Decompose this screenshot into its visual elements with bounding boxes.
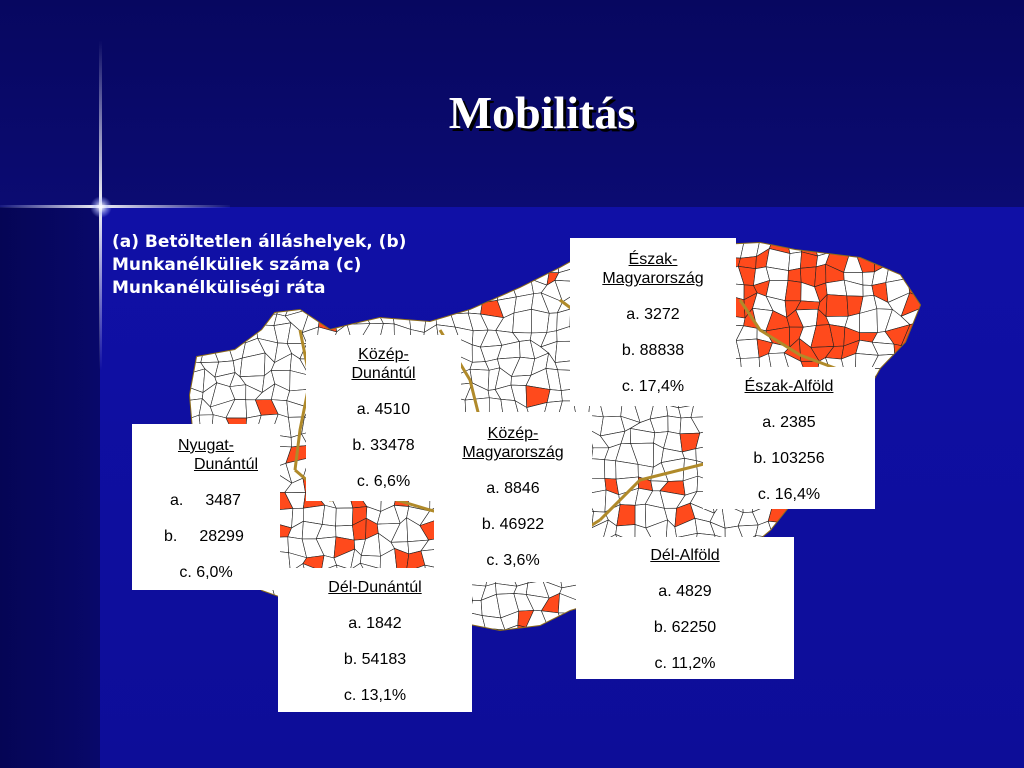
map-cell-highlighted: [617, 505, 635, 526]
subtitle-line: (a) Betöltetlen álláshelyek, (b): [112, 232, 407, 252]
map-cell: [886, 450, 904, 462]
value-c: c. 3,6%: [486, 552, 540, 569]
map-cell: [803, 609, 818, 630]
map-cell: [483, 236, 502, 257]
region-name: Magyarország: [602, 270, 704, 287]
map-cell: [889, 249, 909, 266]
map-cell: [892, 587, 908, 597]
map-cell: [213, 629, 230, 642]
map-cell: [555, 631, 576, 648]
value-b: b. 62250: [653, 619, 717, 636]
map-cell: [485, 265, 501, 281]
map-cell-highlighted: [815, 520, 831, 540]
map-cell: [814, 623, 830, 644]
map-cell: [211, 326, 233, 344]
map-cell: [901, 450, 923, 465]
map-cell: [901, 631, 924, 646]
map-cell: [668, 416, 681, 434]
map-cell: [845, 628, 865, 642]
map-cell: [920, 539, 937, 555]
map-cell-highlighted: [917, 265, 930, 282]
map-cell-highlighted: [213, 598, 234, 616]
map-cell-highlighted: [923, 460, 937, 479]
map-cell: [841, 600, 863, 618]
map-cell: [231, 311, 249, 327]
map-cell-highlighted: [856, 615, 879, 627]
map-cell: [558, 613, 577, 632]
map-cell: [450, 295, 471, 314]
value-a: a. 4829: [658, 583, 712, 600]
value-b: b. 54183: [343, 651, 407, 668]
map-cell: [465, 278, 486, 302]
map-cell: [230, 626, 246, 643]
map-cell-highlighted: [526, 626, 548, 642]
map-cell: [469, 256, 485, 266]
value-a-label: a.: [170, 492, 184, 509]
map-cell: [915, 360, 935, 375]
map-cell: [915, 338, 933, 361]
map-cell: [181, 310, 199, 332]
map-cell: [922, 600, 938, 613]
map-cell: [871, 563, 892, 586]
value-a: [132, 491, 280, 510]
map-cell: [885, 385, 903, 403]
map-cell: [905, 594, 923, 613]
map-cell-highlighted: [917, 389, 936, 407]
map-cell: [885, 494, 902, 511]
map-cell-highlighted: [798, 584, 818, 602]
map-cell: [889, 536, 908, 553]
map-cell: [831, 581, 847, 601]
map-cell: [845, 616, 862, 629]
map-cell: [846, 536, 863, 557]
map-cell: [181, 326, 205, 346]
map-cell: [894, 354, 903, 370]
value-c: c. 6,6%: [356, 473, 411, 490]
map-cell: [240, 609, 261, 632]
map-cell: [902, 478, 925, 497]
map-cell: [917, 504, 931, 528]
map-cell: [825, 627, 847, 643]
map-cell-highlighted: [907, 250, 917, 267]
map-cell: [918, 373, 936, 390]
map-cell: [917, 563, 933, 586]
map-cell: [879, 385, 889, 401]
map-cell: [917, 401, 932, 423]
map-cell: [917, 552, 935, 566]
map-cell: [916, 308, 938, 323]
map-cell: [856, 627, 879, 642]
map-cell: [496, 242, 513, 254]
map-cell: [890, 565, 909, 587]
map-cell: [825, 524, 847, 543]
region-box-del-alfold: [576, 537, 794, 679]
region-name: Dunántúl: [351, 365, 416, 382]
map-cell: [376, 299, 393, 313]
map-cell-highlighted: [905, 586, 922, 599]
map-cell: [590, 459, 605, 479]
map-cell: [846, 549, 862, 573]
map-cell: [199, 328, 215, 346]
map-cell: [450, 236, 470, 255]
value-c: c. 13,1%: [343, 687, 407, 704]
map-cell: [918, 612, 940, 633]
region-name: Észak-Alföld: [744, 378, 834, 395]
map-cell: [872, 597, 894, 618]
map-cell: [543, 626, 565, 648]
map-cell: [440, 286, 456, 303]
map-cell: [180, 612, 202, 631]
map-cell: [261, 597, 278, 618]
map-cell: [901, 370, 923, 390]
value-a: a. 4510: [356, 401, 411, 418]
map-cell: [812, 534, 834, 558]
region-name: Észak-: [628, 251, 678, 268]
map-cell: [197, 610, 219, 629]
map-cell: [228, 324, 246, 344]
map-cell-highlighted: [830, 240, 849, 255]
map-cell: [498, 265, 517, 288]
map-cell: [918, 281, 938, 303]
map-cell: [198, 315, 215, 332]
map-cell: [843, 237, 856, 256]
map-cell: [825, 618, 849, 629]
map-cell: [799, 549, 815, 571]
map-cell: [872, 585, 894, 597]
map-cell: [336, 508, 353, 526]
map-cell: [876, 398, 892, 416]
map-cell: [858, 521, 878, 536]
map-cell: [811, 611, 835, 627]
map-cell-highlighted: [901, 458, 925, 479]
map-cell: [920, 524, 937, 541]
map-cell: [225, 300, 248, 316]
map-cell: [180, 629, 199, 644]
value-c: c. 17,4%: [621, 378, 685, 395]
value-b-number: 28299: [199, 528, 244, 545]
map-cell: [871, 553, 889, 571]
map-cell: [916, 430, 938, 453]
map-cell: [889, 553, 908, 571]
map-cell: [831, 571, 847, 581]
map-cell: [908, 265, 919, 280]
value-c: c. 11,2%: [654, 655, 716, 672]
value-a: a. 2385: [762, 414, 816, 431]
map-cell: [841, 581, 863, 601]
value-b: b. 103256: [753, 450, 825, 467]
map-cell: [256, 625, 278, 643]
value-c: c. 16,4%: [757, 486, 821, 503]
map-cell: [197, 629, 219, 644]
value-b: [132, 527, 280, 546]
map-cell: [920, 473, 940, 497]
map-cell: [547, 390, 562, 403]
map-cell: [890, 594, 905, 618]
map-cell: [846, 567, 860, 582]
map-cell: [451, 263, 474, 287]
map-cell: [450, 281, 471, 303]
map-cell: [871, 626, 889, 639]
map-cell: [886, 458, 902, 478]
region-name: Dél-Dunántúl: [328, 579, 422, 596]
subtitle-line: Munkanélküliségi ráta: [112, 278, 326, 298]
value-b: b. 88838: [621, 342, 685, 359]
region-box-nyugat-dunantul: [132, 424, 280, 590]
region-name: Dunántúl: [193, 456, 259, 473]
region-box-kozep-magyarorszag: [434, 412, 592, 582]
map-cell: [214, 299, 230, 317]
map-cell-highlighted: [862, 597, 875, 616]
map-cell: [887, 626, 905, 644]
map-cell: [889, 369, 903, 387]
map-cell: [919, 583, 938, 600]
map-cell: [240, 626, 264, 643]
map-cell-highlighted: [888, 508, 900, 527]
map-cell-highlighted: [788, 268, 801, 282]
map-cell: [195, 298, 216, 316]
slide-title: Mobilitás: [448, 87, 636, 138]
map-cell-highlighted: [826, 295, 848, 317]
map-cell: [919, 451, 936, 465]
map-cell: [512, 235, 529, 257]
map-cell: [860, 555, 871, 567]
map-cell: [227, 613, 245, 632]
map-cell: [876, 521, 895, 536]
map-cell: [876, 414, 893, 436]
map-cell: [216, 311, 233, 328]
map-cell: [918, 296, 938, 314]
map-cell: [812, 571, 834, 587]
value-a-number: 3487: [205, 492, 241, 509]
map-cell: [900, 527, 921, 542]
value-b-label: b.: [164, 528, 178, 545]
map-cell: [483, 254, 502, 265]
map-cell-highlighted: [902, 387, 918, 403]
map-cell-highlighted: [855, 582, 873, 600]
value-a: a. 8846: [486, 480, 540, 497]
map-cell: [886, 428, 904, 452]
map-cell: [888, 523, 901, 542]
map-cell: [605, 460, 616, 479]
map-cell-highlighted: [785, 280, 801, 300]
map-cell: [855, 237, 876, 259]
value-c: c. 6,0%: [179, 564, 233, 581]
map-cell: [885, 474, 902, 496]
map-cell-highlighted: [803, 509, 818, 523]
map-cell: [878, 446, 888, 463]
map-cell: [900, 504, 922, 528]
map-cell: [243, 316, 264, 325]
map-cell: [498, 252, 517, 268]
map-cell: [875, 615, 890, 626]
region-name: Dél-Alföld: [650, 547, 720, 564]
map-cell: [799, 566, 815, 587]
region-name: Közép-: [358, 346, 409, 363]
subtitle: [112, 231, 442, 300]
map-cell: [877, 433, 893, 452]
map-cell: [541, 237, 563, 251]
value-b: b. 46922: [481, 516, 545, 533]
map-cell: [788, 252, 801, 271]
map-cell: [526, 248, 550, 272]
map-cell: [635, 504, 646, 528]
map-cell: [844, 527, 863, 542]
map-cell: [900, 490, 920, 511]
map-cell: [862, 533, 876, 558]
map-cell: [901, 539, 920, 553]
map-cell: [466, 236, 483, 257]
map-cell: [531, 309, 549, 333]
map-cell: [513, 252, 528, 270]
map-cell: [826, 280, 847, 296]
value-a: a. 3272: [626, 306, 680, 323]
map-cell-highlighted: [812, 551, 834, 571]
map-cell: [526, 235, 547, 257]
region-name: Nyugat-: [177, 437, 235, 454]
map-cell: [811, 598, 835, 618]
value-a: a. 1842: [348, 615, 402, 632]
region-name: Közép-: [487, 425, 539, 442]
value-b: b. 33478: [352, 437, 415, 454]
map-cell: [798, 599, 818, 611]
map-cell: [465, 263, 486, 281]
map-cell: [485, 628, 505, 647]
map-cell: [901, 401, 918, 416]
map-cell: [812, 581, 833, 601]
map-cell: [903, 428, 920, 451]
region-box-del-dunantul: [278, 568, 472, 712]
map-cell: [892, 414, 903, 435]
map-cell: [901, 355, 923, 375]
map-cell: [905, 238, 921, 254]
map-cell-highlighted: [213, 610, 231, 632]
map-cell: [918, 624, 941, 646]
map-cell: [832, 598, 849, 618]
map-cell: [199, 598, 219, 613]
map-cell: [916, 323, 938, 347]
map-cell: [349, 301, 363, 310]
map-cell: [875, 237, 892, 258]
map-cell: [801, 537, 815, 558]
map-cell: [450, 256, 474, 271]
region-name: Magyarország: [462, 444, 564, 461]
map-cell: [322, 505, 336, 526]
map-cell: [256, 609, 278, 632]
map-cell: [557, 235, 571, 254]
map-cell: [870, 508, 894, 523]
map-cell: [855, 563, 873, 585]
map-cell: [513, 309, 532, 333]
region-box-eszak-alfold: [703, 367, 875, 509]
map-cell: [885, 398, 903, 416]
map-cell: [362, 299, 381, 310]
map-cell: [244, 596, 261, 613]
map-cell: [908, 552, 920, 566]
map-cell: [917, 248, 933, 266]
map-cell: [916, 415, 938, 432]
map-cell: [905, 613, 923, 633]
map-cell: [825, 534, 847, 551]
map-cell: [917, 238, 933, 254]
map-cell-highlighted: [802, 520, 818, 540]
map-cell: [180, 599, 203, 614]
map-cell: [901, 414, 918, 429]
map-cell: [909, 565, 920, 587]
map-cell: [201, 341, 219, 362]
map-cell: [834, 549, 847, 573]
map-cell: [886, 242, 907, 250]
map-cell: [871, 533, 894, 555]
map-cell: [917, 490, 940, 508]
map-cell: [736, 339, 759, 359]
map-cell: [803, 623, 818, 644]
subtitle-line: Munkanélküliek száma (c): [112, 255, 362, 275]
map-cell: [227, 596, 245, 617]
map-cell: [889, 613, 905, 631]
